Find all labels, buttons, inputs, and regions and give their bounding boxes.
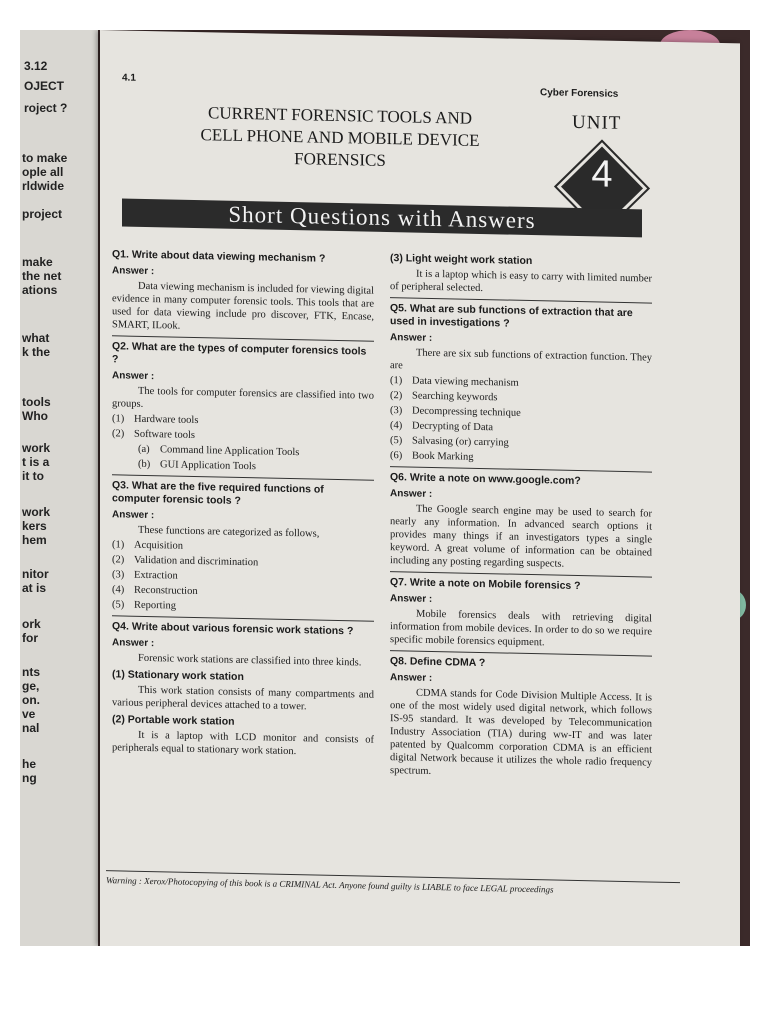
question-heading: Q7. Write a note on Mobile forensics ? — [390, 571, 652, 594]
book-page — [100, 30, 740, 946]
list-number: (3) — [112, 569, 125, 581]
list-number: (1) — [112, 413, 125, 425]
answer-label: Answer : — [112, 637, 155, 650]
list-number: (1) — [390, 375, 403, 387]
list-text: Decrypting of Data — [412, 420, 494, 434]
chapter-title-line: CURRENT FORENSIC TOOLS AND — [207, 103, 473, 128]
book-photo — [20, 30, 750, 946]
answer-label: Answer : — [390, 672, 433, 684]
left-page-text-fragment: to make — [22, 151, 68, 165]
copyright-warning: Warning : Xerox/Photocopying of this book is a CRIMINAL Act. Anyone found guilty is LIABLE to face LEGAL proceedings — [106, 870, 680, 897]
list-number: (5) — [112, 599, 125, 611]
answer-text: Forensic work stations are classified into three kinds. — [138, 652, 362, 669]
list-text: Book Marking — [412, 450, 474, 463]
list-item — [390, 449, 652, 467]
answer-text: It is a laptop with LCD monitor and consists of peripherals equal to stationary work station. — [112, 729, 374, 758]
list-text: GUI Application Tools — [160, 459, 256, 473]
left-page-text-fragment: ve — [22, 707, 36, 721]
left-page-text-fragment: on. — [22, 693, 40, 707]
left-page-text-fragment: nal — [22, 721, 40, 735]
list-text: Decompressing technique — [412, 405, 521, 419]
left-page-text-fragment: at is — [22, 581, 47, 595]
left-page-text-fragment: ople all — [22, 165, 64, 179]
list-number: (1) — [112, 539, 125, 551]
answer-label: Answer : — [390, 332, 433, 344]
left-page-text-fragment: tools — [22, 395, 51, 409]
left-page — [20, 30, 98, 946]
answer-label: Answer : — [112, 265, 155, 278]
question-heading: Q3. What are the five required functions of computer forensic tools ? — [112, 474, 374, 510]
list-number: (4) — [112, 584, 125, 596]
answer-text: Mobile forensics deals with retrieving digital information from mobile devices. In order to do so we require specific mobile forensics equipment. — [390, 608, 652, 649]
list-text: Reconstruction — [134, 584, 198, 598]
list-item — [112, 457, 374, 475]
left-page-text-fragment: it to — [22, 469, 44, 483]
left-page-text-fragment: 3.12 — [24, 59, 48, 73]
question-heading: Q6. Write a note on www.google.com? — [390, 466, 652, 489]
left-page-text-fragment: ng — [22, 771, 37, 785]
unit-number: 4 — [591, 153, 613, 196]
question-heading: Q4. Write about various forensic work stations ? — [112, 615, 374, 638]
left-page-text-fragment: roject ? — [24, 101, 68, 115]
left-page-text-fragment: for — [22, 631, 38, 645]
answer-label: Answer : — [112, 509, 155, 522]
list-number: (2) — [112, 428, 125, 440]
left-page-text-fragment: t is a — [22, 455, 50, 469]
list-number: (2) — [112, 554, 125, 566]
left-page-text-fragment: OJECT — [24, 79, 65, 93]
list-text: Data viewing mechanism — [412, 375, 519, 389]
subheading: (2) Portable work station — [112, 713, 235, 728]
list-text: Extraction — [134, 569, 178, 582]
left-column — [112, 244, 374, 761]
left-page-text-fragment: kers — [22, 519, 47, 533]
answer-text: This work station consists of many compartments and various peripheral devices attached to a tower. — [112, 684, 374, 713]
left-page-text-fragment: ations — [22, 283, 58, 297]
left-page-text-fragment: nts — [22, 665, 40, 679]
left-page-text-fragment: what — [22, 331, 50, 345]
list-text: Software tools — [134, 428, 195, 441]
left-page-text-fragment: the net — [22, 269, 62, 283]
list-text: Reporting — [134, 599, 176, 612]
answer-text: These functions are categorized as follows, — [138, 524, 320, 540]
list-text: Hardware tools — [134, 413, 199, 427]
list-item — [112, 598, 374, 616]
list-text: Validation and discrimination — [134, 554, 259, 569]
left-page-text-fragment: k the — [22, 345, 51, 359]
left-page-text-fragment: hem — [22, 533, 47, 547]
chapter-title-line: FORENSICS — [294, 149, 386, 170]
left-page-text-fragment: Who — [22, 409, 48, 423]
subheading: (1) Stationary work station — [112, 668, 244, 684]
section-banner: Short Questions with Answers — [122, 198, 642, 237]
answer-label: Answer : — [390, 488, 433, 500]
left-page-text-fragment: work — [22, 441, 51, 455]
left-page-text-fragment: ge, — [22, 679, 40, 693]
list-number: (2) — [390, 390, 403, 402]
list-text: Searching keywords — [412, 390, 498, 404]
subject-header: Cyber Forensics — [540, 87, 619, 100]
list-number: (3) — [390, 405, 403, 417]
answer-text: The Google search engine may be used to search for nearly any information. In advanced search options it provides many things if an investigators types a single keyword. A great volume of information can be obtained including any posting regarding suspects. — [390, 503, 652, 570]
answer-label: Answer : — [390, 593, 433, 605]
answer-text: Data viewing mechanism is included for viewing digital evidence in many computer forensic tools. This tools that are used for data viewing include pro discover, FTK, Encase, SMART, ILook. — [112, 280, 374, 332]
subheading: (3) Light weight work station — [390, 252, 533, 268]
list-text: Salvasing (or) carrying — [412, 435, 509, 449]
answer-label: Answer : — [112, 370, 155, 383]
list-number: (5) — [390, 435, 403, 447]
answer-text: The tools for computer forensics are classified into two groups. — [112, 385, 374, 410]
left-page-text-fragment: work — [22, 505, 51, 519]
list-number: (b) — [138, 458, 151, 471]
left-page-text-fragment: project — [22, 207, 63, 221]
chapter-title-line: CELL PHONE AND MOBILE DEVICE — [200, 125, 480, 150]
right-column — [390, 248, 652, 784]
chapter-title — [160, 101, 520, 175]
question-heading: Q5. What are sub functions of extraction that are used in investigations ? — [390, 297, 652, 333]
question-heading: Q1. Write about data viewing mechanism ? — [112, 248, 326, 265]
question-heading: Q8. Define CDMA ? — [390, 650, 652, 673]
unit-label: UNIT — [572, 111, 622, 134]
page-ref: 4.1 — [122, 72, 136, 84]
list-text: Acquisition — [134, 539, 183, 552]
left-page-text-fragment: nitor — [22, 567, 49, 581]
list-text: Command line Application Tools — [160, 444, 300, 459]
answer-text: There are six sub functions of extraction function. They are — [390, 347, 652, 372]
list-number: (a) — [138, 443, 150, 456]
left-page-text-fragment: make — [22, 255, 53, 269]
question-heading: Q2. What are the types of computer forensics tools ? — [112, 335, 374, 371]
left-page-text-fragment: rldwide — [22, 179, 65, 193]
list-number: (6) — [390, 450, 403, 462]
left-page-text-fragment: ork — [22, 617, 41, 631]
left-page-text-fragment: he — [22, 757, 37, 771]
list-number: (4) — [390, 420, 403, 432]
answer-text: CDMA stands for Code Division Multiple Access. It is one of the most widely used digital network, which follows IS-95 standard. It was developed by Telecommunication Industry Association (TIA) during ww-IT and was later patented by Qualcomm corporation CDMA is an efficient digital Network because it utilizes the whole radio frequency spectrum. — [390, 687, 652, 777]
answer-text: It is a laptop which is easy to carry with limited number of peripheral selected. — [390, 268, 652, 295]
